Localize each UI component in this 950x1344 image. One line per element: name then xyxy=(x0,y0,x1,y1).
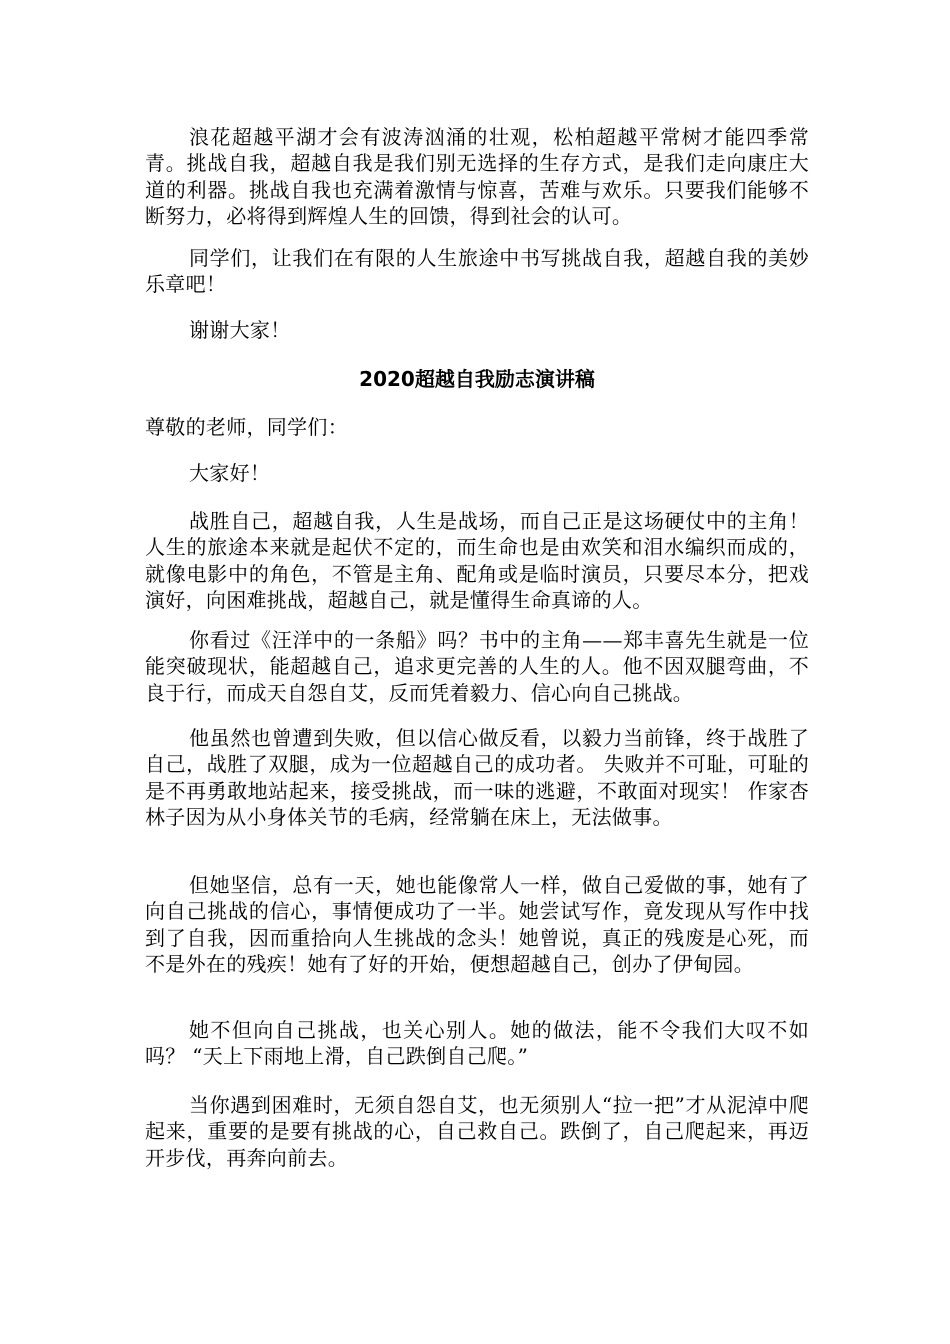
paragraph: 战胜自己，超越自我，人生是战场，而自己正是这场硬仗中的主角！ 人生的旅途本来就是起伏不定的，而生命也是由欢笑和泪水编织而成的，就像电影中的角色，不管是主角、配角或是临时演员，只要尽本分，把戏演好，向困难挑战，超越自己，就是懂得生命真谛的人。 xyxy=(145,509,809,613)
paragraph: 当你遇到困难时，无须自怨自艾，也无须别人“拉一把”才从泥淖中爬起来，重要的是要有挑战的心，自己救自己。跌倒了，自己爬起来，再迈开步伐，再奔向前去。 xyxy=(145,1093,809,1170)
paragraph: 浪花超越平湖才会有波涛汹涌的壮观，松柏超越平常树才能四季常青。挑战自我，超越自我是我们别无选择的生存方式，是我们走向康庄大道的利器。挑战自我也充满着激情与惊喜，苦难与欢乐。只要我们能够不断努力，必将得到辉煌人生的回馈，得到社会的认可。 xyxy=(145,125,809,229)
document-title: 2020超越自我励志演讲稿 xyxy=(359,367,595,391)
salutation: 尊敬的老师，同学们： xyxy=(145,415,348,439)
greeting: 大家好！ xyxy=(189,461,271,485)
paragraph: 但她坚信，总有一天，她也能像常人一样，做自己爱做的事，她有了向自己挑战的信心，事情便成功了一半。她尝试写作，竟发现从写作中找到了自我，因而重拾向人生挑战的念头！她曾说，真正的残废是心死，而不是外在的残疾！她有了好的开始，便想超越自己，创办了伊甸园。 xyxy=(145,873,809,977)
paragraph: 你看过《汪洋中的一条船》吗？书中的主角——郑丰喜先生就是一位能突破现状，能超越自己，追求更完善的人生的人。他不因双腿弯曲，不良于行，而成天自怨自艾，反而凭着毅力、信心向自己挑战。 xyxy=(145,628,809,705)
paragraph: 他虽然也曾遭到失败，但以信心做反看，以毅力当前锋，终于战胜了自己，战胜了双腿，成为一位超越自己的成功者。 失败并不可耻，可耻的是不再勇敢地站起来，接受挑战，而一味的逃避，不敢面对现实！ 作家杏林子因为从小身体关节的毛病，经常躺在床上，无法做事。 xyxy=(145,726,809,830)
paragraph: 同学们，让我们在有限的人生旅途中书写挑战自我，超越自我的美妙乐章吧！ xyxy=(145,246,809,297)
paragraph: 她不但向自己挑战，也关心别人。她的做法，能不令我们大叹不如吗？ “天上下雨地上滑，自己跌倒自己爬。” xyxy=(145,1018,809,1069)
paragraph: 谢谢大家！ xyxy=(189,318,291,342)
